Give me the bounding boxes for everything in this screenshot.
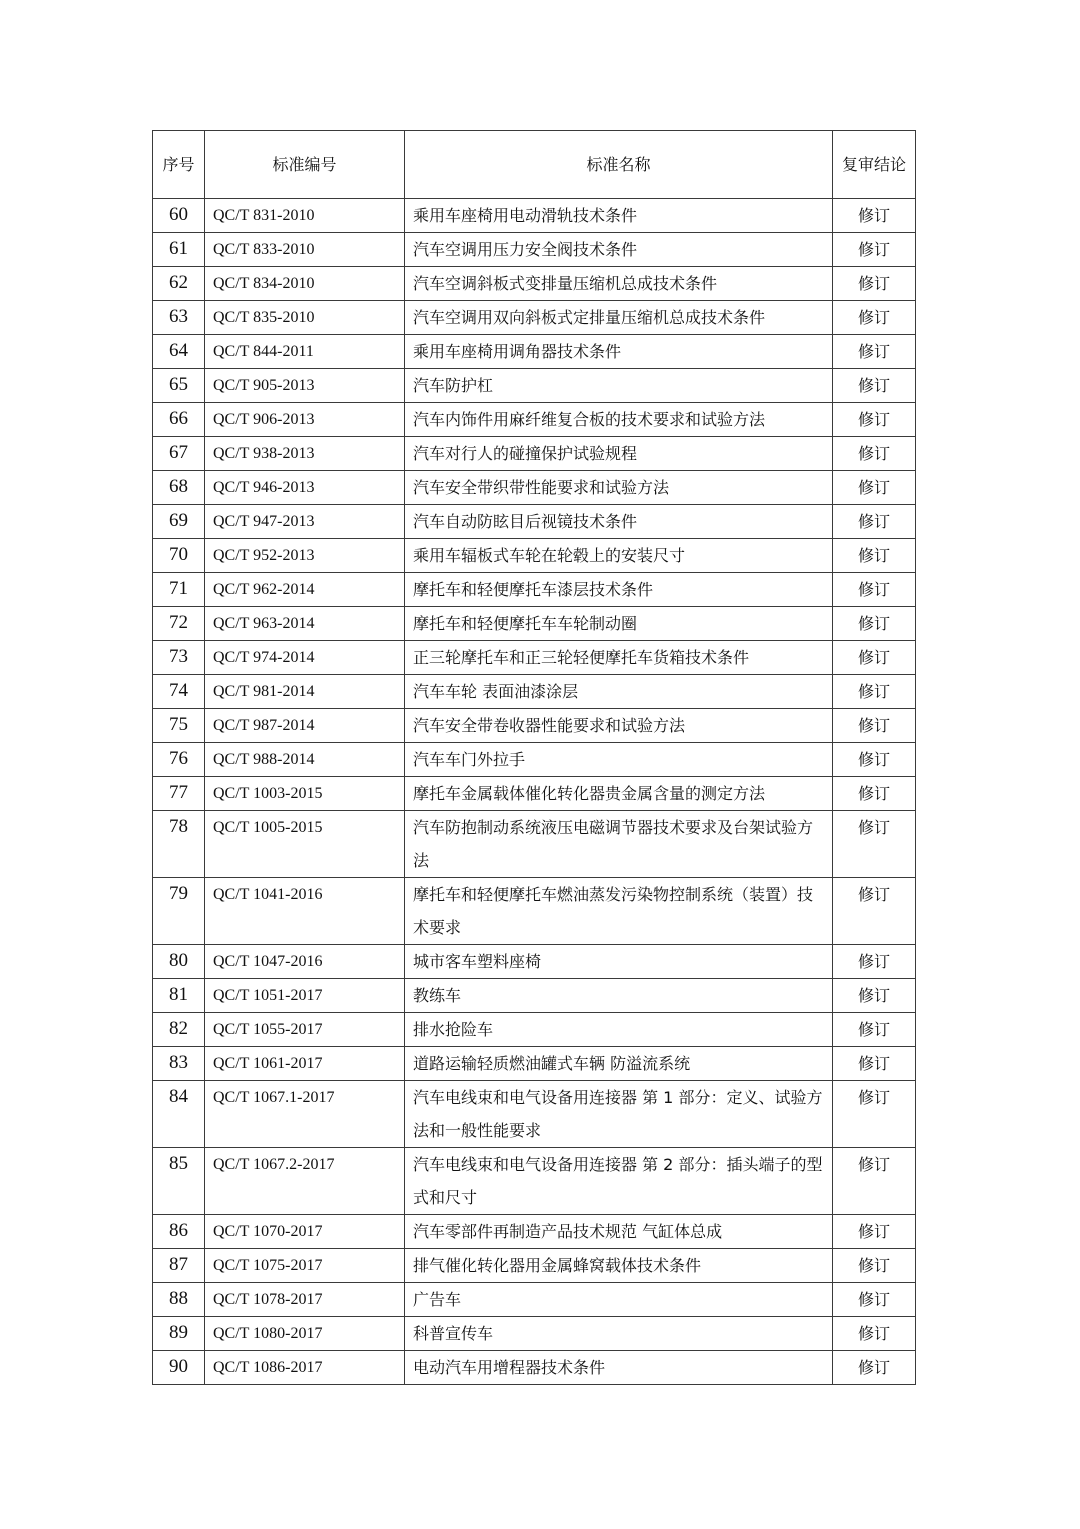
conclusion-cell: 修订 bbox=[833, 267, 916, 301]
header-conclusion: 复审结论 bbox=[833, 131, 916, 199]
seq-cell: 72 bbox=[153, 607, 205, 641]
seq-cell: 84 bbox=[153, 1081, 205, 1148]
conclusion-cell: 修订 bbox=[833, 1013, 916, 1047]
seq-cell: 71 bbox=[153, 573, 205, 607]
conclusion-cell: 修订 bbox=[833, 811, 916, 878]
code-cell: QC/T 947-2013 bbox=[205, 505, 405, 539]
code-cell: QC/T 906-2013 bbox=[205, 403, 405, 437]
conclusion-cell: 修订 bbox=[833, 777, 916, 811]
name-cell: 汽车车轮 表面油漆涂层 bbox=[405, 675, 833, 709]
code-cell: QC/T 835-2010 bbox=[205, 301, 405, 335]
seq-cell: 83 bbox=[153, 1047, 205, 1081]
table-row bbox=[153, 811, 916, 878]
table-row bbox=[153, 403, 916, 437]
seq-cell: 80 bbox=[153, 945, 205, 979]
table-row bbox=[153, 945, 916, 979]
code-cell: QC/T 1070-2017 bbox=[205, 1215, 405, 1249]
table-row bbox=[153, 878, 916, 945]
conclusion-cell: 修订 bbox=[833, 675, 916, 709]
code-cell: QC/T 962-2014 bbox=[205, 573, 405, 607]
name-cell: 排气催化转化器用金属蜂窝载体技术条件 bbox=[405, 1249, 833, 1283]
conclusion-cell: 修订 bbox=[833, 505, 916, 539]
name-cell: 汽车空调用压力安全阀技术条件 bbox=[405, 233, 833, 267]
conclusion-cell: 修订 bbox=[833, 607, 916, 641]
code-cell: QC/T 831-2010 bbox=[205, 199, 405, 233]
conclusion-cell: 修订 bbox=[833, 199, 916, 233]
header-row bbox=[153, 131, 916, 199]
table-row bbox=[153, 979, 916, 1013]
name-cell: 乘用车座椅用电动滑轨技术条件 bbox=[405, 199, 833, 233]
table-body bbox=[153, 199, 916, 1385]
name-cell: 汽车电线束和电气设备用连接器 第 2 部分：插头端子的型式和尺寸 bbox=[405, 1148, 833, 1215]
table-row bbox=[153, 267, 916, 301]
table-row bbox=[153, 1081, 916, 1148]
seq-cell: 74 bbox=[153, 675, 205, 709]
code-cell: QC/T 1055-2017 bbox=[205, 1013, 405, 1047]
table-row bbox=[153, 1148, 916, 1215]
name-cell: 汽车内饰件用麻纤维复合板的技术要求和试验方法 bbox=[405, 403, 833, 437]
name-cell: 汽车车门外拉手 bbox=[405, 743, 833, 777]
name-cell: 乘用车辐板式车轮在轮毂上的安装尺寸 bbox=[405, 539, 833, 573]
conclusion-cell: 修订 bbox=[833, 573, 916, 607]
name-cell: 摩托车金属载体催化转化器贵金属含量的测定方法 bbox=[405, 777, 833, 811]
seq-cell: 77 bbox=[153, 777, 205, 811]
code-cell: QC/T 938-2013 bbox=[205, 437, 405, 471]
conclusion-cell: 修订 bbox=[833, 641, 916, 675]
code-cell: QC/T 844-2011 bbox=[205, 335, 405, 369]
table-row bbox=[153, 471, 916, 505]
table-row bbox=[153, 233, 916, 267]
standards-table bbox=[152, 130, 916, 1385]
name-cell: 汽车安全带卷收器性能要求和试验方法 bbox=[405, 709, 833, 743]
seq-cell: 66 bbox=[153, 403, 205, 437]
table-row bbox=[153, 1317, 916, 1351]
code-cell: QC/T 1051-2017 bbox=[205, 979, 405, 1013]
conclusion-cell: 修订 bbox=[833, 979, 916, 1013]
name-cell: 汽车防护杠 bbox=[405, 369, 833, 403]
conclusion-cell: 修订 bbox=[833, 437, 916, 471]
table-row bbox=[153, 1249, 916, 1283]
code-cell: QC/T 833-2010 bbox=[205, 233, 405, 267]
seq-cell: 61 bbox=[153, 233, 205, 267]
seq-cell: 86 bbox=[153, 1215, 205, 1249]
table-row bbox=[153, 437, 916, 471]
code-cell: QC/T 1041-2016 bbox=[205, 878, 405, 945]
seq-cell: 76 bbox=[153, 743, 205, 777]
conclusion-cell: 修订 bbox=[833, 471, 916, 505]
seq-cell: 69 bbox=[153, 505, 205, 539]
name-cell: 汽车防抱制动系统液压电磁调节器技术要求及台架试验方法 bbox=[405, 811, 833, 878]
table-row bbox=[153, 335, 916, 369]
table-row bbox=[153, 573, 916, 607]
name-cell: 教练车 bbox=[405, 979, 833, 1013]
seq-cell: 63 bbox=[153, 301, 205, 335]
seq-cell: 73 bbox=[153, 641, 205, 675]
table-row bbox=[153, 539, 916, 573]
table-row bbox=[153, 1013, 916, 1047]
seq-cell: 89 bbox=[153, 1317, 205, 1351]
table-row bbox=[153, 641, 916, 675]
table-row bbox=[153, 369, 916, 403]
seq-cell: 88 bbox=[153, 1283, 205, 1317]
seq-cell: 85 bbox=[153, 1148, 205, 1215]
code-cell: QC/T 1086-2017 bbox=[205, 1351, 405, 1385]
name-cell: 城市客车塑料座椅 bbox=[405, 945, 833, 979]
table-row bbox=[153, 675, 916, 709]
name-cell: 排水抢险车 bbox=[405, 1013, 833, 1047]
seq-cell: 90 bbox=[153, 1351, 205, 1385]
seq-cell: 67 bbox=[153, 437, 205, 471]
code-cell: QC/T 1003-2015 bbox=[205, 777, 405, 811]
conclusion-cell: 修订 bbox=[833, 945, 916, 979]
name-cell: 科普宣传车 bbox=[405, 1317, 833, 1351]
name-cell: 汽车自动防眩目后视镜技术条件 bbox=[405, 505, 833, 539]
conclusion-cell: 修订 bbox=[833, 743, 916, 777]
seq-cell: 62 bbox=[153, 267, 205, 301]
name-cell: 汽车对行人的碰撞保护试验规程 bbox=[405, 437, 833, 471]
name-cell: 摩托车和轻便摩托车漆层技术条件 bbox=[405, 573, 833, 607]
code-cell: QC/T 981-2014 bbox=[205, 675, 405, 709]
code-cell: QC/T 988-2014 bbox=[205, 743, 405, 777]
seq-cell: 68 bbox=[153, 471, 205, 505]
conclusion-cell: 修订 bbox=[833, 369, 916, 403]
code-cell: QC/T 834-2010 bbox=[205, 267, 405, 301]
code-cell: QC/T 946-2013 bbox=[205, 471, 405, 505]
header-seq: 序号 bbox=[153, 131, 205, 199]
code-cell: QC/T 1061-2017 bbox=[205, 1047, 405, 1081]
seq-cell: 64 bbox=[153, 335, 205, 369]
code-cell: QC/T 1078-2017 bbox=[205, 1283, 405, 1317]
conclusion-cell: 修订 bbox=[833, 539, 916, 573]
table-row bbox=[153, 743, 916, 777]
code-cell: QC/T 1047-2016 bbox=[205, 945, 405, 979]
table-row bbox=[153, 607, 916, 641]
table-row bbox=[153, 1283, 916, 1317]
seq-cell: 81 bbox=[153, 979, 205, 1013]
header-name: 标准名称 bbox=[405, 131, 833, 199]
code-cell: QC/T 1067.1-2017 bbox=[205, 1081, 405, 1148]
conclusion-cell: 修订 bbox=[833, 301, 916, 335]
code-cell: QC/T 905-2013 bbox=[205, 369, 405, 403]
code-cell: QC/T 974-2014 bbox=[205, 641, 405, 675]
name-cell: 汽车电线束和电气设备用连接器 第 1 部分：定义、试验方法和一般性能要求 bbox=[405, 1081, 833, 1148]
name-cell: 电动汽车用增程器技术条件 bbox=[405, 1351, 833, 1385]
conclusion-cell: 修订 bbox=[833, 335, 916, 369]
table-row bbox=[153, 301, 916, 335]
conclusion-cell: 修订 bbox=[833, 233, 916, 267]
table-row bbox=[153, 1215, 916, 1249]
code-cell: QC/T 1075-2017 bbox=[205, 1249, 405, 1283]
conclusion-cell: 修订 bbox=[833, 1351, 916, 1385]
conclusion-cell: 修订 bbox=[833, 403, 916, 437]
name-cell: 摩托车和轻便摩托车车轮制动圈 bbox=[405, 607, 833, 641]
table-row bbox=[153, 199, 916, 233]
name-cell: 正三轮摩托车和正三轮轻便摩托车货箱技术条件 bbox=[405, 641, 833, 675]
seq-cell: 82 bbox=[153, 1013, 205, 1047]
conclusion-cell: 修订 bbox=[833, 1215, 916, 1249]
seq-cell: 79 bbox=[153, 878, 205, 945]
seq-cell: 78 bbox=[153, 811, 205, 878]
table-row bbox=[153, 777, 916, 811]
code-cell: QC/T 952-2013 bbox=[205, 539, 405, 573]
table-row bbox=[153, 505, 916, 539]
conclusion-cell: 修订 bbox=[833, 1283, 916, 1317]
seq-cell: 70 bbox=[153, 539, 205, 573]
seq-cell: 65 bbox=[153, 369, 205, 403]
name-cell: 汽车空调斜板式变排量压缩机总成技术条件 bbox=[405, 267, 833, 301]
table-row bbox=[153, 709, 916, 743]
name-cell: 道路运输轻质燃油罐式车辆 防溢流系统 bbox=[405, 1047, 833, 1081]
name-cell: 摩托车和轻便摩托车燃油蒸发污染物控制系统（装置）技术要求 bbox=[405, 878, 833, 945]
name-cell: 乘用车座椅用调角器技术条件 bbox=[405, 335, 833, 369]
name-cell: 汽车零部件再制造产品技术规范 气缸体总成 bbox=[405, 1215, 833, 1249]
conclusion-cell: 修订 bbox=[833, 709, 916, 743]
seq-cell: 60 bbox=[153, 199, 205, 233]
code-cell: QC/T 1067.2-2017 bbox=[205, 1148, 405, 1215]
conclusion-cell: 修订 bbox=[833, 1148, 916, 1215]
code-cell: QC/T 1080-2017 bbox=[205, 1317, 405, 1351]
table-row bbox=[153, 1351, 916, 1385]
code-cell: QC/T 987-2014 bbox=[205, 709, 405, 743]
code-cell: QC/T 1005-2015 bbox=[205, 811, 405, 878]
conclusion-cell: 修订 bbox=[833, 1047, 916, 1081]
header-code: 标准编号 bbox=[205, 131, 405, 199]
name-cell: 广告车 bbox=[405, 1283, 833, 1317]
conclusion-cell: 修订 bbox=[833, 1317, 916, 1351]
conclusion-cell: 修订 bbox=[833, 1081, 916, 1148]
conclusion-cell: 修订 bbox=[833, 1249, 916, 1283]
conclusion-cell: 修订 bbox=[833, 878, 916, 945]
seq-cell: 75 bbox=[153, 709, 205, 743]
code-cell: QC/T 963-2014 bbox=[205, 607, 405, 641]
name-cell: 汽车安全带织带性能要求和试验方法 bbox=[405, 471, 833, 505]
seq-cell: 87 bbox=[153, 1249, 205, 1283]
table-row bbox=[153, 1047, 916, 1081]
name-cell: 汽车空调用双向斜板式定排量压缩机总成技术条件 bbox=[405, 301, 833, 335]
